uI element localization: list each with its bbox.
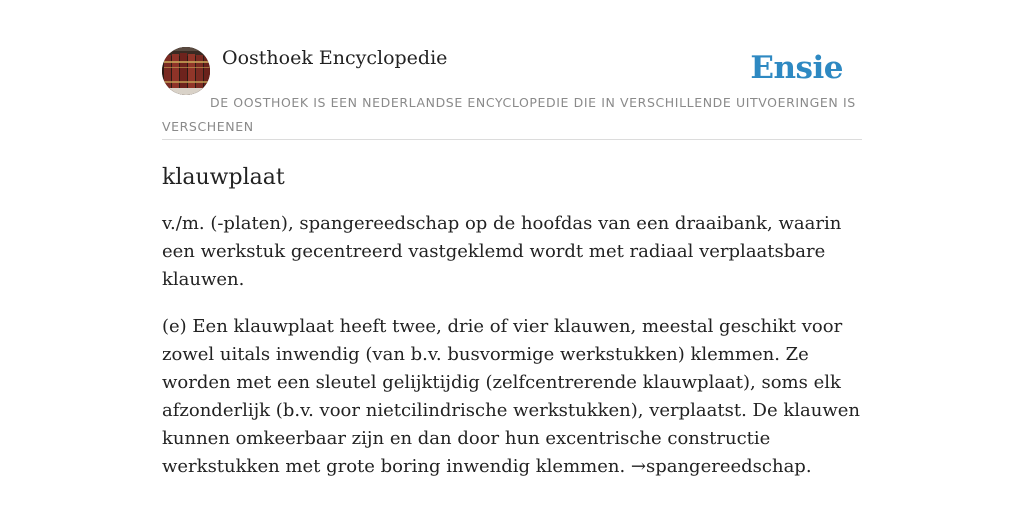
article-paragraph-2 — [162, 313, 862, 481]
brand-logo[interactable]: Ensie — [750, 50, 843, 86]
article-term: klauwplaat — [162, 165, 285, 190]
source-tagline: DE OOSTHOEK IS EEN NEDERLANDSE ENCYCLOPEDIE DIE IN VERSCHILLENDE UITVOERINGEN IS VERSCHENEN — [162, 95, 856, 134]
book-spines-icon — [162, 47, 210, 95]
source-avatar[interactable] — [162, 47, 210, 95]
cross-reference-link[interactable]: →spangereedschap — [630, 456, 806, 477]
source-header — [162, 44, 862, 140]
article-paragraph-1: v./m. (-platen), spangereedschap op de hoofdas van een draaibank, waarin een werkstuk gecentreerd vastgeklemd wordt met radiaal verplaatsbare klauwen. — [162, 213, 842, 290]
article-paragraph-2-text: (e) Een klauwplaat heeft twee, drie of vier klauwen, meestal geschikt voor zowel uitals inwendig (van b.v. busvormige werkstukken) klemmen. Ze worden met een sleutel gelijktijdig (zelfcentrerende klauwplaat), soms elk afzonderlijk (b.v. voor nietcilindrische werkstukken), verplaatst. De klauwen kunnen omkeerbaar zijn en dan door hun excentrische constructie werkstukken met grote boring inwendig klemmen. — [162, 316, 860, 477]
source-name[interactable]: Oosthoek Encyclopedie — [222, 47, 448, 69]
article — [162, 160, 862, 481]
article-paragraph-2-end: . — [805, 456, 812, 477]
